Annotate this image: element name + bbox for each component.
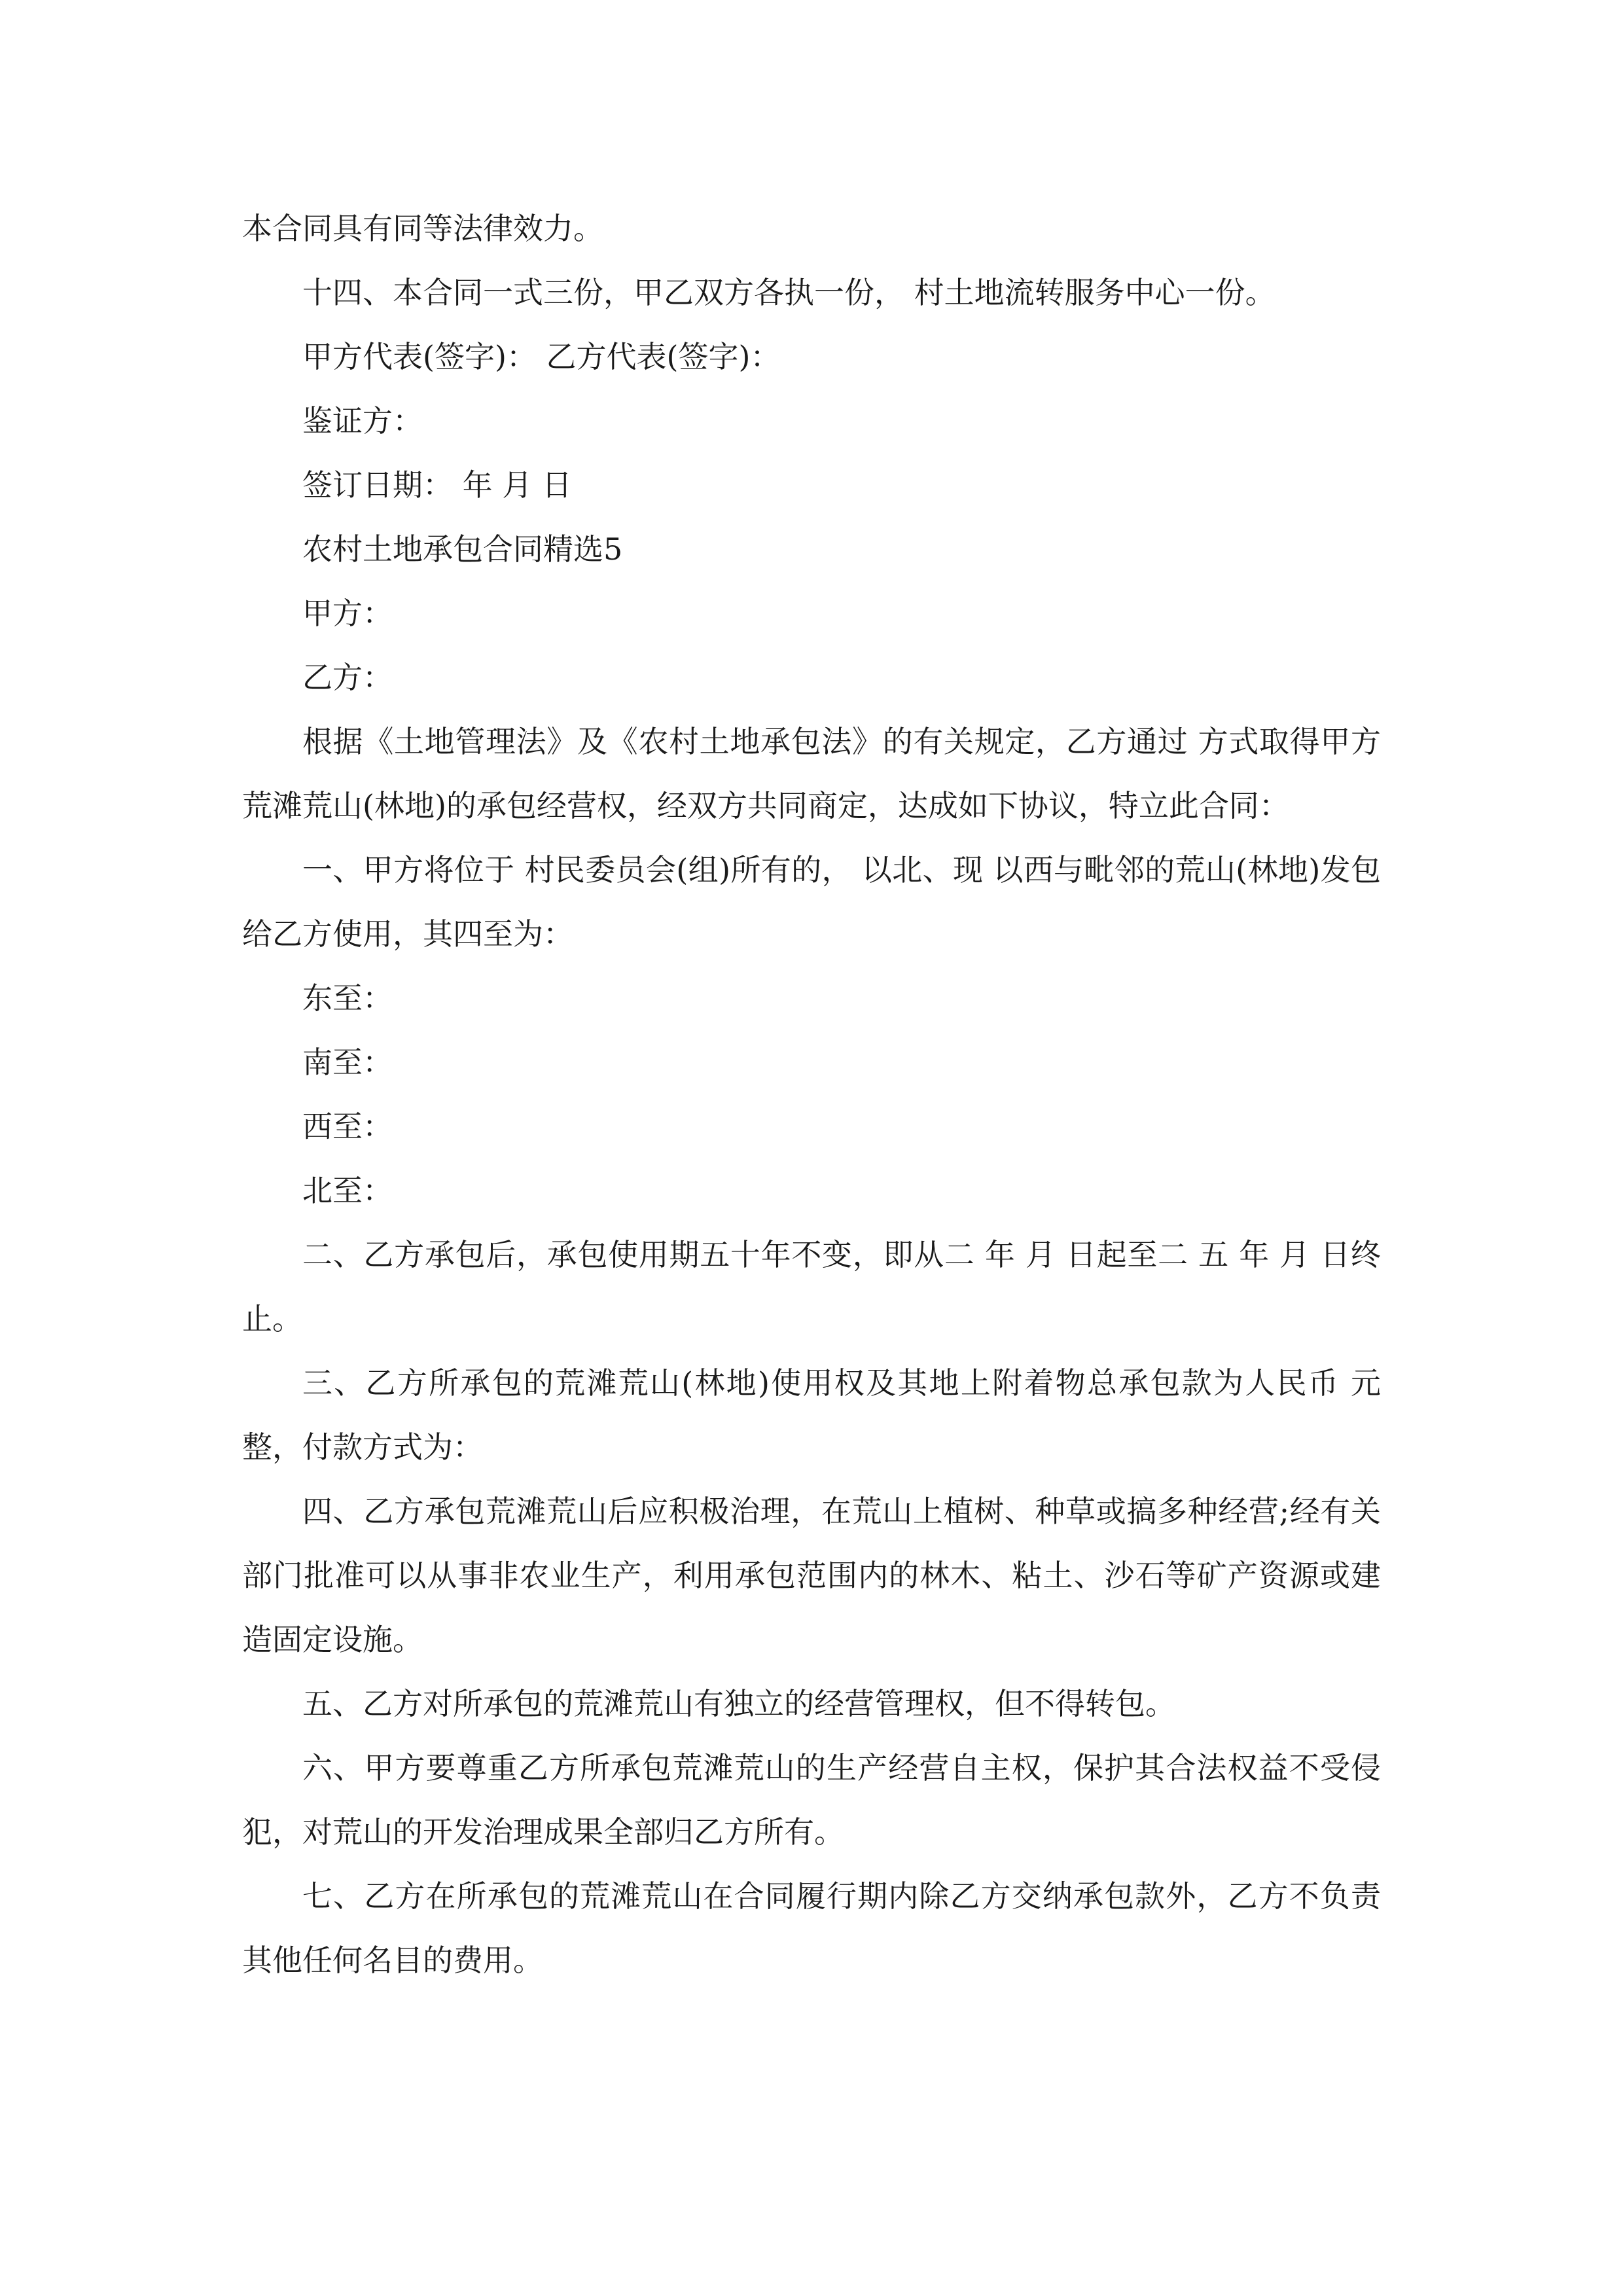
party-a-line: 甲方： [302,596,393,631]
boundary-west: 西至： [302,1109,393,1144]
boundary-east: 东至： [302,980,393,1016]
signature-line: 甲方代表(签字)： 乙方代表(签字)： [302,339,781,374]
clause-7: 七、乙方在所承包的荒滩荒山在合同履行期内除乙方交纳承包款外，乙方不负责其他任何名目的费用。 [242,1878,1381,1978]
clause-2: 二、乙方承包后，承包使用期五十年不变，即从二 年 月 日起至二 五 年 月 日终止。 [242,1237,1381,1336]
party-b-line: 乙方： [302,660,393,695]
clause-14: 十四、本合同一式三份，甲乙双方各执一份， 村土地流转服务中心一份。 [302,275,1275,310]
clause-4: 四、乙方承包荒滩荒山后应积极治理，在荒山上植树、种草或搞多种经营;经有关部门批准可以从事非农业生产，利用承包范围内的林木、粘土、沙石等矿产资源或建造固定设施。 [242,1494,1381,1657]
document-page [242,196,1381,1992]
clause-5: 五、乙方对所承包的荒滩荒山有独立的经营管理权，但不得转包。 [302,1686,1175,1721]
clause-6: 六、甲方要尊重乙方所承包荒滩荒山的生产经营自主权，保护其合法权益不受侵犯，对荒山的开发治理成果全部归乙方所有。 [242,1750,1381,1850]
preamble-paragraph: 根据《土地管理法》及《农村土地承包法》的有关规定，乙方通过 方式取得甲方荒滩荒山(林地)的承包经营权，经双方共同商定，达成如下协议，特立此合同： [242,724,1381,823]
signing-date-line: 签订日期： 年 月 日 [302,467,572,503]
continuation-paragraph: 本合同具有同等法律效力。 [242,211,603,246]
witness-line: 鉴证方： [302,403,423,439]
boundary-south: 南至： [302,1045,393,1080]
section-title: 农村土地承包合同精选5 [302,531,623,567]
clause-1: 一、甲方将位于 村民委员会(组)所有的， 以北、现 以西与毗邻的荒山(林地)发包给乙方使用，其四至为： [242,852,1381,952]
boundary-north: 北至： [302,1173,393,1208]
clause-3: 三、乙方所承包的荒滩荒山(林地)使用权及其地上附着物总承包款为人民币 元整，付款方式为： [242,1365,1381,1465]
